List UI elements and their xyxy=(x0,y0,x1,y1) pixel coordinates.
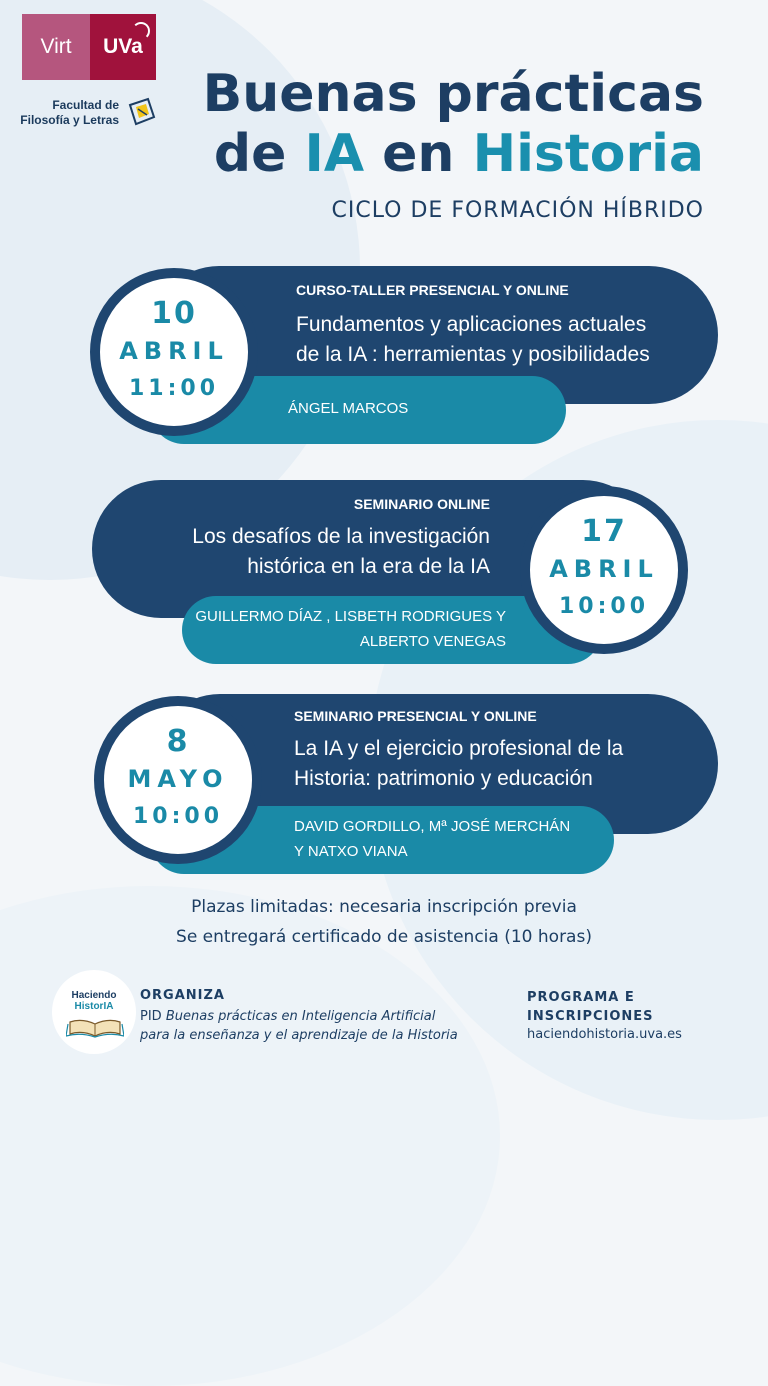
title-highlight: IA xyxy=(304,124,365,184)
event-talk xyxy=(294,734,623,794)
faculty-name xyxy=(19,98,119,128)
event-talk xyxy=(296,310,650,370)
event-talk xyxy=(192,522,490,582)
speaker-line1: DAVID GORDILLO, Mª JOSÉ MERCHÁN xyxy=(294,818,571,835)
event-day: 8 xyxy=(166,724,190,759)
event-speakers xyxy=(195,604,506,654)
talk-line2: histórica en la era de la IA xyxy=(247,555,490,578)
title-part: en xyxy=(364,124,473,184)
event-speakers xyxy=(288,396,408,421)
logo-text-line1: Haciendo xyxy=(71,990,117,1001)
title-line2 xyxy=(203,124,704,184)
event-month: ABRIL xyxy=(549,555,659,583)
date-badge xyxy=(520,486,688,654)
haciendo-historia-logo xyxy=(52,970,136,1054)
poster-subtitle: CICLO DE FORMACIÓN HÍBRIDO xyxy=(331,198,704,223)
event-time: 10:00 xyxy=(132,804,224,829)
virtuva-logo xyxy=(22,14,156,80)
title-highlight: Historia xyxy=(472,124,704,184)
talk-line2: de la IA : herramientas y posibilidades xyxy=(296,343,650,366)
date-badge xyxy=(94,696,262,864)
program-heading xyxy=(527,988,654,1026)
registration-note: Plazas limitadas: necesaria inscripción previa xyxy=(191,897,577,917)
talk-line1: Fundamentos y aplicaciones actuales xyxy=(296,313,647,336)
event-day: 17 xyxy=(581,514,627,549)
event-month: ABRIL xyxy=(119,337,229,365)
faculty-line1: Facultad de xyxy=(52,98,119,112)
event-day: 10 xyxy=(151,296,197,331)
logo-uva-label: UVa xyxy=(103,35,143,58)
program-line1: PROGRAMA E xyxy=(527,990,635,1005)
title-line1: Buenas prácticas xyxy=(202,64,704,124)
logo-text-line2: HistorIA xyxy=(74,1001,114,1012)
speaker-line1: ÁNGEL MARCOS xyxy=(288,400,409,417)
open-book-icon xyxy=(66,1016,124,1038)
event-month: MAYO xyxy=(127,765,229,793)
faculty-logo-icon xyxy=(126,97,158,127)
program-line2: INSCRIPCIONES xyxy=(527,1009,654,1024)
logo-uva-text xyxy=(90,14,156,80)
speaker-line2: ALBERTO VENEGAS xyxy=(359,633,506,650)
event-time: 10:00 xyxy=(558,594,650,619)
signal-icon xyxy=(132,22,150,40)
faculty-line2: Filosofía y Letras xyxy=(20,113,119,127)
organizer-text xyxy=(140,1007,458,1045)
certificate-note: Se entregará certificado de asistencia (10 horas) xyxy=(176,927,592,947)
haciendo-historia-logo-text xyxy=(58,990,130,1012)
organizer-heading: ORGANIZA xyxy=(140,988,225,1003)
talk-line1: La IA y el ejercicio profesional de la xyxy=(294,737,624,760)
title-part: de xyxy=(213,124,305,184)
speaker-line2: Y NATXO VIANA xyxy=(294,843,408,860)
event-time: 11:00 xyxy=(128,376,220,401)
logo-virt-text: Virt xyxy=(22,14,90,80)
website-url: haciendohistoria.uva.es xyxy=(527,1027,682,1042)
talk-line2: Historia: patrimonio y educación xyxy=(294,767,593,790)
talk-line1: Los desafíos de la investigación xyxy=(192,525,490,548)
event-speakers xyxy=(294,814,570,864)
organizer-line1: Buenas prácticas en Inteligencia Artificial xyxy=(165,1009,436,1024)
event-type: SEMINARIO ONLINE xyxy=(353,496,490,512)
organizer-line2: para la enseñanza y el aprendizaje de la Historia xyxy=(140,1028,458,1043)
event-type: CURSO-TALLER PRESENCIAL Y ONLINE xyxy=(296,282,569,298)
pid-label: PID xyxy=(140,1009,166,1024)
event-type: SEMINARIO PRESENCIAL Y ONLINE xyxy=(294,708,537,724)
date-badge xyxy=(90,268,258,436)
speaker-line1: GUILLERMO DÍAZ , LISBETH RODRIGUES Y xyxy=(195,608,506,625)
poster-title xyxy=(203,64,704,184)
